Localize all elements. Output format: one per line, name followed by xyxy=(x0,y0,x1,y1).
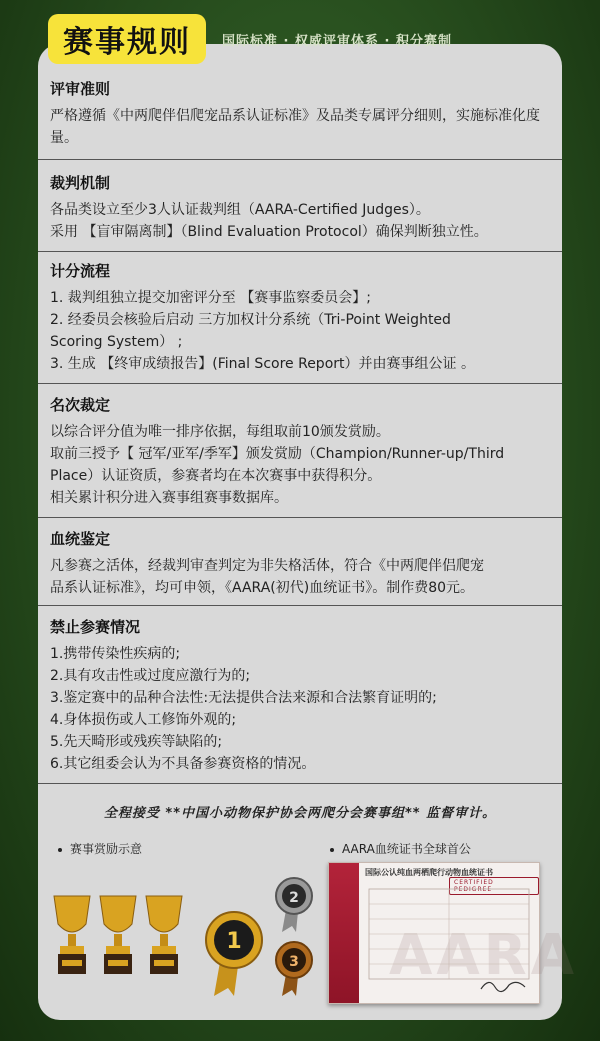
section-referee-mechanism xyxy=(38,172,562,252)
supervision-note: 全程接受 **中国小动物保护协会两爬分会赛事组** 监督审计。 xyxy=(103,806,497,821)
section-line: 2. 经委员会核验后启动 三方加权计分系统（Tri-Point Weighted xyxy=(50,312,451,328)
certificate-signature-image xyxy=(479,975,529,995)
section-line: 严格遵循《中两爬伴侣爬宠品系认证标准》及品类专属评分细则，实施标准化度量。 xyxy=(50,108,540,146)
silver-medal-number: 2 xyxy=(289,890,299,906)
awards-caption-text: 赛事赏励示意 xyxy=(70,842,143,856)
trophies-icon xyxy=(50,890,188,980)
bullet-icon xyxy=(58,848,62,852)
section-line: 4.身体损伤或人工修饰外观的; xyxy=(50,712,237,728)
certificate-red-band xyxy=(329,863,359,1003)
section-title: 评审准则 xyxy=(50,80,111,98)
gold-medal-icon xyxy=(206,912,262,996)
bullet-icon xyxy=(330,848,334,852)
section-judging-criteria xyxy=(38,78,562,160)
section-title: 计分流程 xyxy=(50,262,111,280)
section-title: 血统鉴定 xyxy=(50,530,111,548)
medals-icon xyxy=(198,870,328,1000)
section-line: Scoring System） ; xyxy=(50,334,183,350)
section-line: 3. 生成 【终审成绩报告】(Final Score Report）并由赛事组公证 。 xyxy=(50,356,475,372)
trophy-icon xyxy=(146,896,182,974)
section-title: 名次裁定 xyxy=(50,396,111,414)
certificate-caption xyxy=(330,840,471,857)
certificate-form-lines xyxy=(369,889,529,979)
section-line: 1.携带传染性疾病的; xyxy=(50,646,181,662)
section-scoring-process xyxy=(38,260,562,384)
section-line: 3.鉴定赛中的品种合法性:无法提供合法来源和合法繁育证明的; xyxy=(50,690,437,706)
section-title: 裁判机制 xyxy=(50,174,111,192)
bronze-medal-number: 3 xyxy=(289,954,299,970)
trophy-icon xyxy=(100,896,136,974)
bronze-medal-icon xyxy=(276,942,312,996)
section-line: 采用 【盲审隔离制】（Blind Evaluation Protocol）确保判断独立性。 xyxy=(50,224,488,240)
section-line: 凡参赛之活体，经裁判审查判定为非失格活体，符合《中两爬伴侣爬宠 xyxy=(50,558,484,574)
section-line: 2.具有攻击性或过度应激行为的; xyxy=(50,668,251,684)
section-line: 5.先天畸形或残疾等缺陷的; xyxy=(50,734,223,750)
silver-medal-icon xyxy=(276,878,312,932)
certificate-stamp: CERTIFIED PEDIGREE xyxy=(449,877,539,895)
page-title: 赛事规则 xyxy=(48,14,206,64)
section-line: 相关累计积分进入赛事组赛事数据库。 xyxy=(50,490,288,506)
section-disqualification xyxy=(38,616,562,784)
section-title: 禁止参赛情况 xyxy=(50,618,141,636)
trophy-icon xyxy=(54,896,90,974)
section-line: 各品类设立至少3人认证裁判组（AARA-Certified Judges）。 xyxy=(50,202,430,218)
section-line: 品系认证标准》，均可申领，《AARA(初代)血统证书》。制作费80元。 xyxy=(50,580,475,596)
certificate-title: 国际公认纯血两栖爬行动物血统证书 xyxy=(365,868,493,877)
rules-card xyxy=(38,44,579,1020)
gold-medal-number: 1 xyxy=(226,929,242,954)
section-line: 6.其它组委会认为不具备参赛资格的情况。 xyxy=(50,756,316,772)
section-pedigree xyxy=(38,528,562,606)
certificate-watermark: AARA xyxy=(389,923,579,988)
section-line: Place）认证资质，参赛者均在本次赛事中获得积分。 xyxy=(50,468,382,484)
section-line: 1. 裁判组独立提交加密评分至 【赛事监察委员会】; xyxy=(50,290,371,306)
section-line: 以综合评分值为唯一排序依据，每组取前10颁发赏励。 xyxy=(50,424,390,440)
certificate-caption-text: AARA血统证书全球首公 xyxy=(342,842,471,856)
section-line: 取前三授予【 冠军/亚军/季军】颁发赏励（Champion/Runner-up/Third xyxy=(50,446,505,462)
pedigree-certificate-image xyxy=(328,862,579,1004)
awards-caption xyxy=(58,840,142,857)
section-ranking xyxy=(38,394,562,518)
page-tagline: 国际标准 · 权威评审体系 · 积分赛制 xyxy=(222,34,452,49)
